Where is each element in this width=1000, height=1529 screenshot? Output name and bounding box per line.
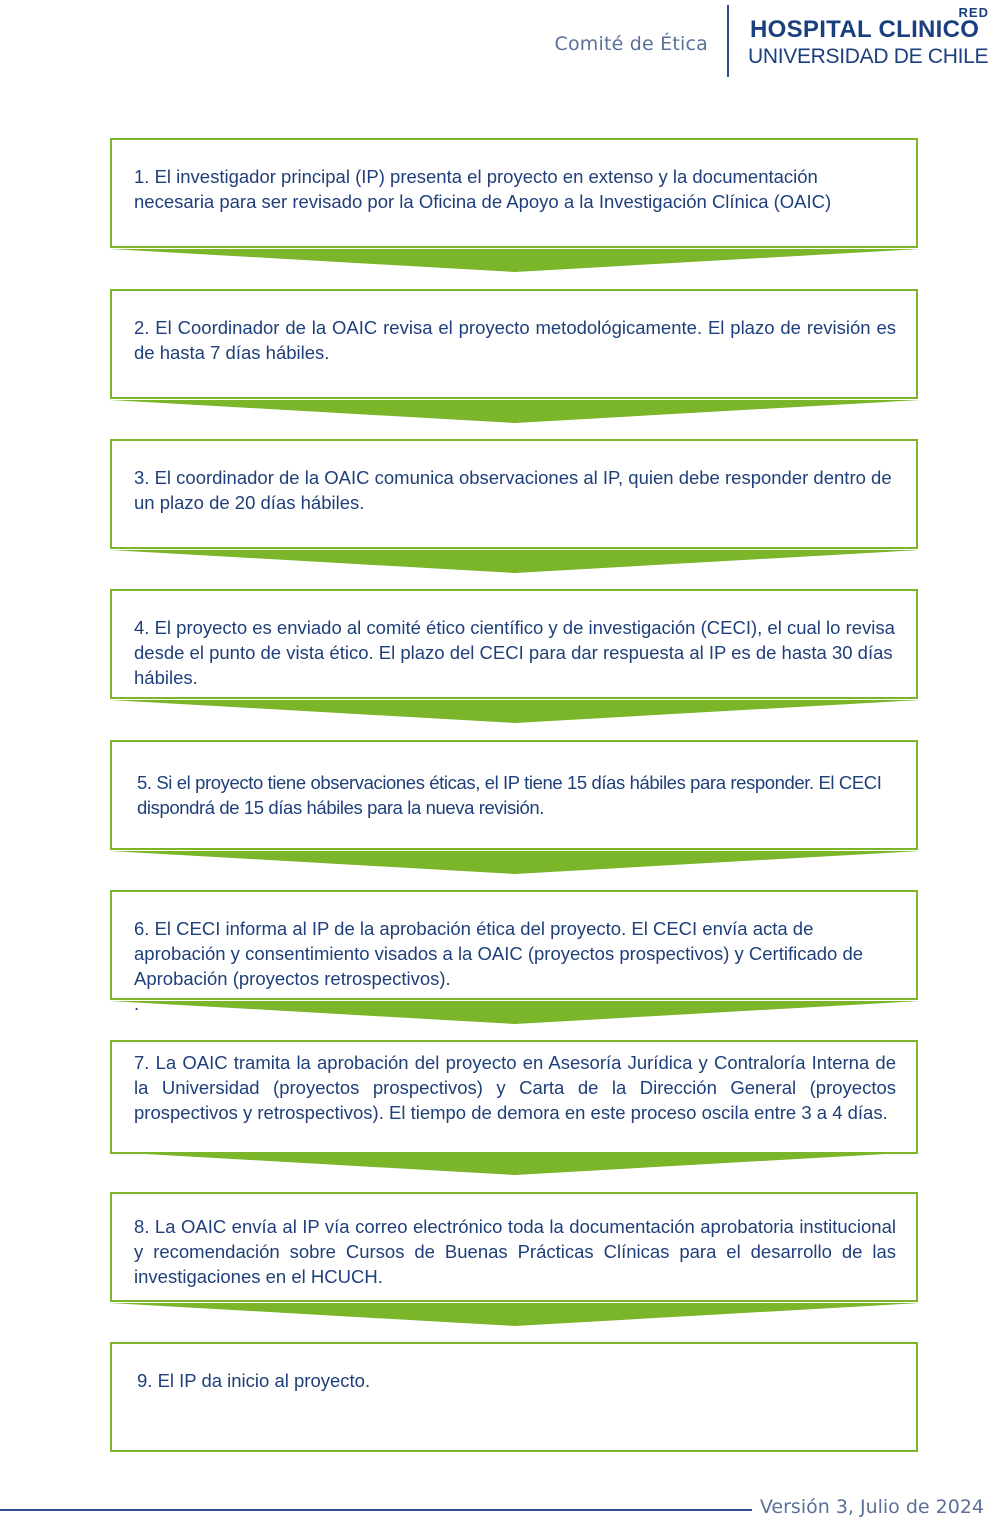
down-arrow-4	[110, 700, 920, 724]
down-arrow-8	[110, 1303, 920, 1327]
step-text-8: 8. La OAIC envía al IP vía correo electrónico toda la documentación aprobatoria institucional y recomendación sobre Cursos de Buenas Prácticas Clínicas para el desarrollo de las investigaciones en el HCUCH.	[134, 1216, 896, 1287]
down-arrow-7	[110, 1152, 920, 1176]
footer-line	[0, 1509, 752, 1511]
header-divider	[727, 5, 729, 77]
step-box-8	[110, 1192, 918, 1302]
step-box-4	[110, 589, 918, 699]
down-arrow-6	[110, 1001, 920, 1025]
step-box-3	[110, 439, 918, 549]
step-box-1	[110, 138, 918, 248]
logo-university-name: UNIVERSIDAD DE CHILE	[748, 45, 989, 68]
step-box-6	[110, 890, 918, 1014]
down-arrow-3	[110, 550, 920, 574]
hospital-logo	[748, 6, 993, 70]
step-box-5	[110, 740, 918, 850]
step-text-6: 6. El CECI informa al IP de la aprobación ética del proyecto. El CECI envía acta de aprobación y consentimiento visados a la OAIC (proyectos prospectivos) y Certificado de Aprobación (proyectos retrospectivos). .	[134, 918, 864, 1014]
down-arrow-5	[110, 851, 920, 875]
step-text-7: 7. La OAIC tramita la aprobación del proyecto en Asesoría Jurídica y Contraloría Interna de la Universidad (proyectos prospectivos) y Carta de la Dirección General (proyectos prospectivos y retrospectivos). El tiempo de demora en este proceso oscila entre 3 a 4 días.	[134, 1052, 896, 1123]
down-arrow-1	[110, 249, 920, 273]
step-text-2: 2. El Coordinador de la OAIC revisa el proyecto metodológicamente. El plazo de revisión es de hasta 7 días hábiles.	[134, 317, 896, 363]
step-box-9	[110, 1342, 918, 1452]
step-text-1: 1. El investigador principal (IP) presenta el proyecto en extenso y la documentación necesaria para ser revisado por la Oficina de Apoyo a la Investigación Clínica (OAIC)	[134, 166, 832, 212]
step-box-2	[110, 289, 918, 399]
logo-red-label: RED	[958, 5, 989, 20]
step-text-9: 9. El IP da inicio al proyecto.	[137, 1370, 371, 1391]
step-text-5: 5. Si el proyecto tiene observaciones éticas, el IP tiene 15 días hábiles para responder. El CECI dispondrá de 15 días hábiles para la nueva revisión.	[137, 772, 882, 818]
footer-version: Versión 3, Julio de 2024	[759, 1496, 984, 1518]
step-box-7	[110, 1040, 918, 1154]
header-unit-title: Comité de Ética	[554, 33, 708, 55]
step-text-3: 3. El coordinador de la OAIC comunica observaciones al IP, quien debe responder dentro de un plazo de 20 días hábiles.	[134, 467, 892, 513]
logo-hospital-name: HOSPITAL CLINICO	[750, 16, 980, 43]
down-arrow-2	[110, 400, 920, 424]
step-text-4: 4. El proyecto es enviado al comité ético científico y de investigación (CECI), el cual lo revisa desde el punto de vista ético. El plazo del CECI para dar respuesta al IP es de hasta 30 días hábiles.	[134, 617, 895, 688]
